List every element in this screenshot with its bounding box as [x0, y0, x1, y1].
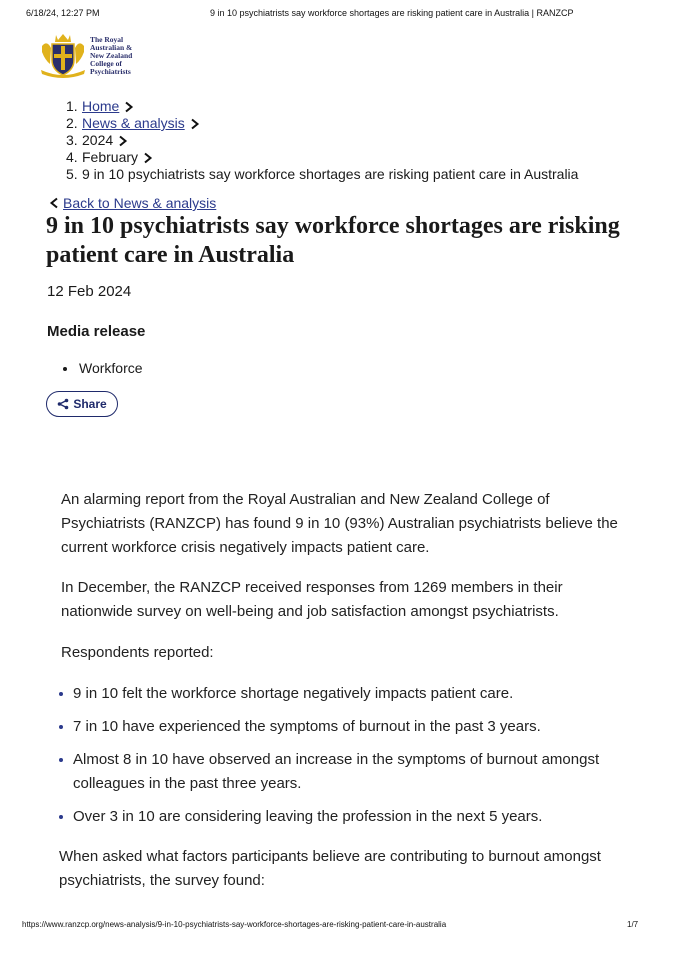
list-item: 9 in 10 felt the workforce shortage negatively impacts patient care.: [58, 682, 618, 706]
print-page-title: 9 in 10 psychiatrists say workforce shortages are risking patient care in Australia | RANZCP: [210, 8, 574, 18]
article-paragraph: An alarming report from the Royal Australian and New Zealand College of Psychiatrists (RANZCP) has found 9 in 10 (93%) Australian psychiatrists believe the current workforce crisis negatively impacts patient care.: [61, 491, 618, 556]
logo-line: College of: [90, 59, 122, 68]
article-date: 12 Feb 2024: [47, 283, 132, 300]
share-button[interactable]: [46, 391, 118, 417]
breadcrumb-link-news-analysis[interactable]: News & analysis: [82, 115, 185, 131]
article-paragraph: When asked what factors participants believe are contributing to burnout amongst psychiatrists, the survey found:: [59, 848, 601, 889]
article-paragraph: In December, the RANZCP received responses from 1269 members in their nationwide survey on well-being and job satisfaction amongst psychiatrists.: [61, 579, 563, 620]
logo-line: New Zealand: [90, 51, 133, 60]
print-page-number: 1/7: [627, 920, 639, 929]
breadcrumb-number: 4.: [66, 149, 78, 165]
breadcrumb-number: 5.: [66, 166, 78, 182]
article-type: Media release: [47, 323, 146, 340]
print-footer-url: https://www.ranzcp.org/news-analysis/9-in-10-psychiatrists-say-workforce-shortages-are-risking-patient-care-in-australia: [22, 920, 447, 929]
chevron-left-icon: [48, 197, 60, 209]
logo-line: Australian &: [90, 43, 133, 52]
back-link-label: Back to News & analysis: [63, 195, 217, 211]
chevron-right-icon: [117, 135, 129, 147]
chevron-right-icon: [189, 118, 201, 130]
breadcrumb-item-news: [66, 115, 578, 132]
print-datetime: 6/18/24, 12:27 PM: [26, 8, 100, 18]
article-paragraph: Respondents reported:: [61, 644, 214, 661]
share-icon: [57, 398, 69, 410]
back-to-news-link[interactable]: [48, 195, 216, 211]
article-tags: [62, 360, 143, 376]
breadcrumb-number: 3.: [66, 132, 78, 148]
breadcrumb-item-february: [66, 149, 578, 166]
list-item: 7 in 10 have experienced the symptoms of burnout in the past 3 years.: [58, 715, 618, 739]
college-crest-icon: [38, 30, 88, 80]
chevron-right-icon: [123, 101, 135, 113]
findings-list: [58, 682, 618, 838]
breadcrumb-item-home: [66, 98, 578, 115]
tag-item[interactable]: Workforce: [62, 360, 143, 376]
share-label: Share: [73, 397, 107, 411]
logo-line: Psychiatrists: [90, 67, 131, 76]
list-item: Over 3 in 10 are considering leaving the profession in the next 5 years.: [58, 805, 618, 829]
breadcrumb-text-current: 9 in 10 psychiatrists say workforce shortages are risking patient care in Australia: [82, 166, 579, 182]
breadcrumb-text-2024: 2024: [82, 132, 114, 148]
logo-wordmark: [90, 36, 150, 76]
chevron-right-icon: [142, 152, 154, 164]
breadcrumb-item-2024: [66, 132, 578, 149]
breadcrumb-number: 2.: [66, 115, 78, 131]
breadcrumb: [66, 98, 578, 183]
breadcrumb-number: 1.: [66, 98, 78, 114]
breadcrumb-text-february: February: [82, 149, 139, 165]
list-item: Almost 8 in 10 have observed an increase in the symptoms of burnout amongst colleagues in the past three years.: [58, 748, 618, 796]
ranzcp-logo[interactable]: [38, 30, 148, 82]
breadcrumb-item-current: [66, 166, 578, 183]
article-title: 9 in 10 psychiatrists say workforce shortages are risking patient care in Australia: [46, 213, 620, 268]
breadcrumb-link-home[interactable]: Home: [82, 98, 120, 114]
logo-line: The Royal: [90, 35, 124, 44]
